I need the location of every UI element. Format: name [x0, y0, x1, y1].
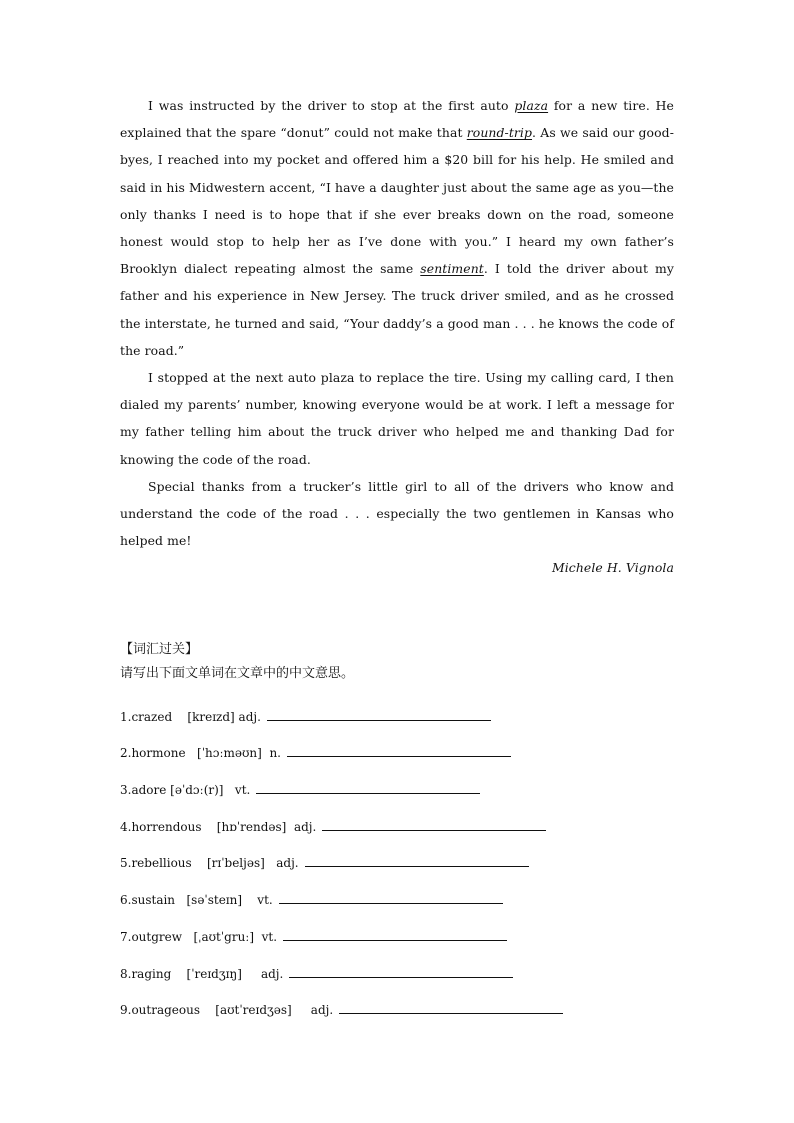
answer-blank[interactable]	[287, 755, 511, 757]
keyword-term: sentiment	[420, 261, 484, 277]
paragraph-text: I stopped at the next auto plaza to replace the tire. Using my calling card, I then dialed my parents’ number, knowing everyone would be at work. I left a message for my father telling him about the truck driver who helped me and thanking Dad for knowing the code of the road.	[120, 370, 674, 467]
vocabulary-item	[120, 728, 680, 765]
paragraph-text: . As we said our good-byes, I reached into my pocket and offered him a $20 bill for his help. He smiled and said in his Midwestern accent, “I have a daughter just about the same age as you—the only thanks I need is to hope that if she ever breaks down on the road, someone honest would stop to help her as I’ve done with you.” I heard my own father’s Brooklyn dialect repeating almost the same	[120, 125, 674, 277]
answer-blank[interactable]	[267, 719, 491, 721]
vocabulary-item	[120, 985, 680, 1022]
reading-passage	[120, 92, 674, 582]
answer-blank[interactable]	[322, 829, 546, 831]
vocabulary-word: 2.hormone [ˈhɔːməʊn] n.	[120, 746, 281, 761]
answer-blank[interactable]	[279, 902, 503, 904]
vocabulary-heading: 【词汇过关】	[120, 642, 199, 657]
passage-paragraph	[120, 473, 674, 555]
paragraph-text: . I told the driver about my father and his experience in New Jersey. The truck driver smiled, and as he crossed the interstate, he turned and said, “Your daddy’s a good man . . . he knows the code of the road.”	[120, 261, 674, 358]
vocabulary-item	[120, 691, 680, 728]
vocabulary-instruction: 请写出下面文单词在文章中的中文意思。	[120, 666, 355, 681]
vocabulary-word: 5.rebellious [rɪˈbeljəs] adj.	[120, 856, 299, 871]
vocabulary-word: 1.crazed [kreɪzd] adj.	[120, 709, 261, 724]
vocabulary-word: 9.outrageous [aʊtˈreɪdʒəs] adj.	[120, 1003, 334, 1018]
vocabulary-item	[120, 764, 680, 801]
vocabulary-item	[120, 838, 680, 875]
vocabulary-word: 4.horrendous [hɒˈrendəs] adj.	[120, 819, 317, 834]
vocabulary-section	[120, 638, 680, 1021]
vocabulary-word: 3.adore [əˈdɔː(r)] vt.	[120, 783, 251, 798]
vocabulary-word: 6.sustain [səˈsteɪn] vt.	[120, 893, 273, 908]
answer-blank[interactable]	[256, 792, 480, 794]
paragraph-text: I was instructed by the driver to stop at the first auto	[148, 98, 515, 113]
vocabulary-item	[120, 801, 680, 838]
vocabulary-item	[120, 874, 680, 911]
answer-blank[interactable]	[289, 976, 513, 978]
paragraph-text: for a new tire. He explained that the spare “donut” could not make that	[120, 98, 674, 141]
answer-blank[interactable]	[283, 939, 507, 941]
answer-blank[interactable]	[339, 1012, 563, 1014]
author-signature: Michele H. Vignola	[551, 560, 674, 576]
answer-blank[interactable]	[305, 865, 529, 867]
vocabulary-item	[120, 948, 680, 985]
vocabulary-word: 7.outgrew [ˌaʊtˈgruː] vt.	[120, 929, 278, 944]
passage-paragraph	[120, 364, 674, 473]
vocabulary-list	[120, 691, 680, 1021]
vocabulary-item	[120, 911, 680, 948]
keyword-term: round-trip	[466, 125, 533, 141]
paragraph-text: Special thanks from a trucker’s little girl to all of the drivers who know and understand the code of the road . . . especially the two gentlemen in Kansas who helped me!	[120, 478, 674, 549]
vocabulary-word: 8.raging [ˈreɪdʒɪŋ] adj.	[120, 966, 284, 981]
keyword-term: plaza	[514, 98, 549, 113]
passage-paragraph	[120, 92, 674, 364]
